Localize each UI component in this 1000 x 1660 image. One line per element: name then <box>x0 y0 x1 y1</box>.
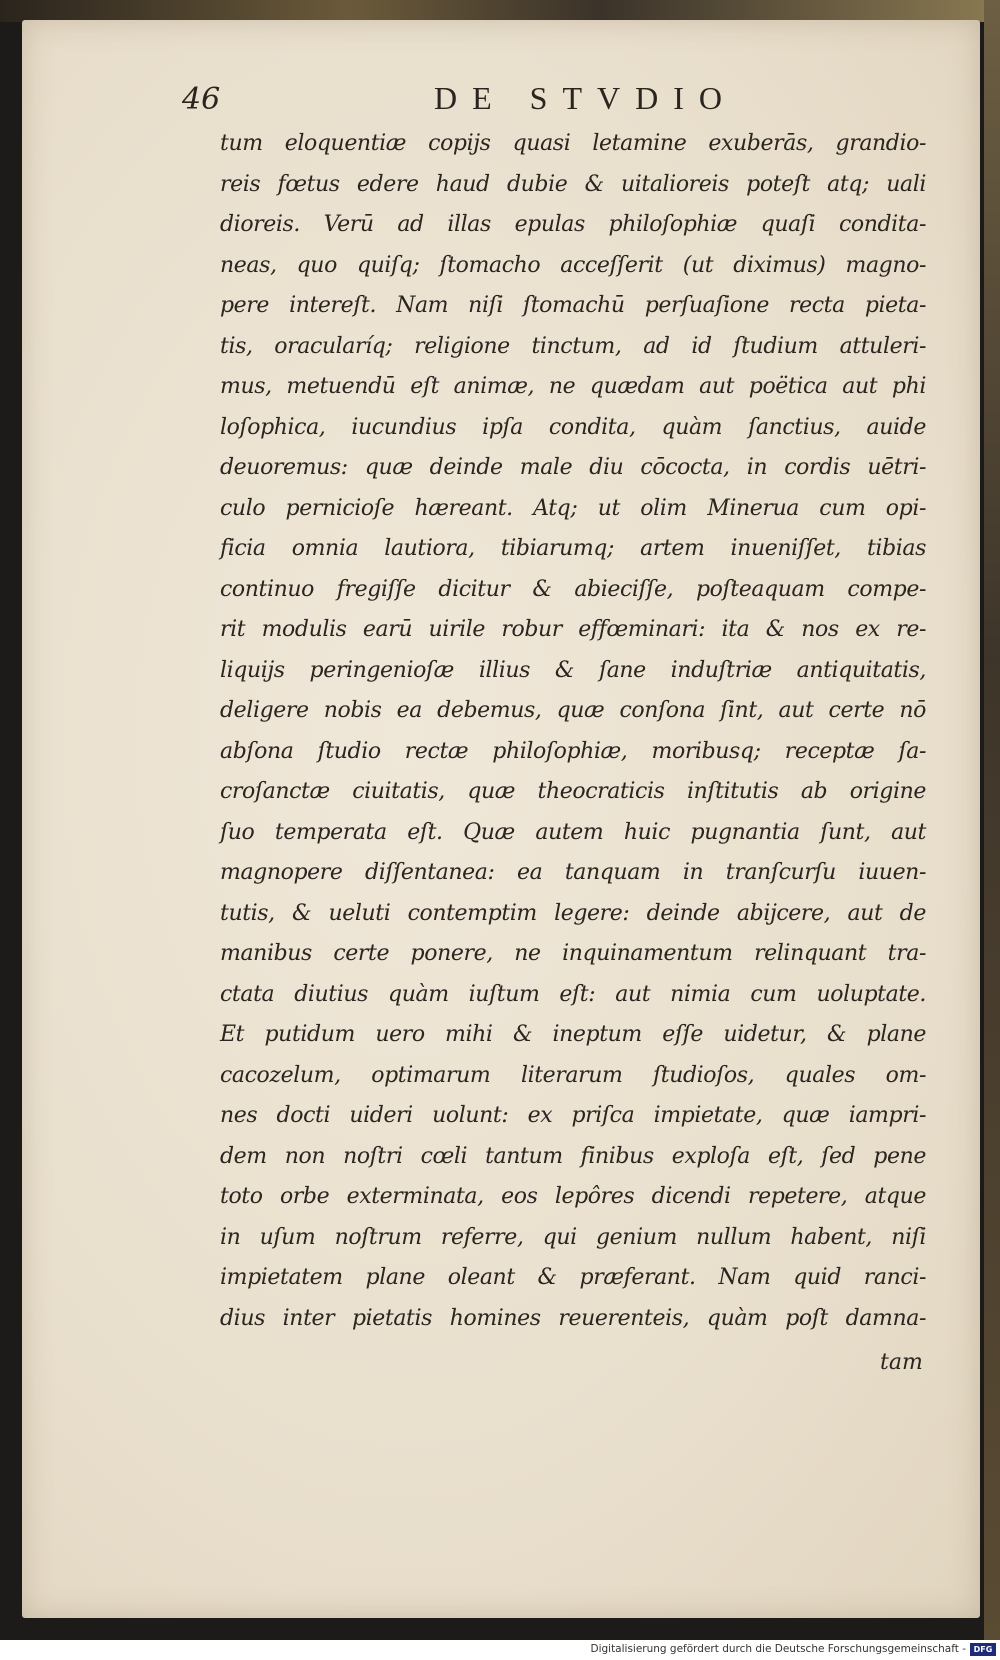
text-line: toto orbe exterminata, eos lepôres dicendi repetere, atque <box>220 1184 926 1209</box>
book-edge-top <box>0 0 1000 22</box>
text-line: dioreis. Verū ad illas epulas philoſophiæ quaſi condita- <box>220 212 926 237</box>
text-line: Et putidum uero mihi & ineptum eſſe uidetur, & plane <box>220 1022 926 1047</box>
text-line: deuoremus: quæ deinde male diu cōcocta, in cordis uētri- <box>220 455 926 480</box>
text-line: tis, oracularíq; religione tinctum, ad id ſtudium attuleri- <box>220 333 926 359</box>
dfg-logo: DFG <box>970 1643 996 1656</box>
text-line: dius inter pietatis homines reuerenteis, quàm poſt damna- <box>220 1305 926 1331</box>
text-line: mus, metuendū eſt animæ, ne quædam aut poëtica aut phi <box>220 374 926 399</box>
text-line: tum eloquentiæ copijs quasi letamine exuberās, grandio- <box>220 131 926 156</box>
text-line: dem non noſtri cœli tantum finibus exploſa eſt, ſed pene <box>220 1143 926 1169</box>
book-edge-right <box>984 0 1000 1640</box>
text-line: in uſum noſtrum referre, qui genium nullum habent, niſi <box>220 1224 926 1250</box>
text-line: reis fœtus edere haud dubie & uitalioreis poteſt atq; uali <box>220 171 926 197</box>
text-line: deligere nobis ea debemus, quæ conſona ſint, aut certe nō <box>220 698 926 723</box>
text-line: impietatem plane oleant & præferant. Nam quid ranci- <box>220 1265 926 1290</box>
text-line: continuo fregiſſe dicitur & abieciſſe, poſteaquam compe- <box>220 576 926 602</box>
page-number: 46 <box>182 82 221 117</box>
text-line: croſanctæ ciuitatis, quæ theocraticis inſtitutis ab origine <box>220 779 926 804</box>
digitization-credit: Digitalisierung gefördert durch die Deutsche Forschungsgemeinschaft - <box>590 1643 966 1655</box>
catchword: tam <box>880 1350 923 1375</box>
text-line: tutis, & ueluti contemptim legere: deinde abijcere, aut de <box>220 900 926 926</box>
book-page <box>22 20 980 1618</box>
text-line: liquijs peringenioſæ illius & ſane induſtriæ antiquitatis, <box>220 657 926 683</box>
text-line: cacozelum, optimarum literarum ſtudioſos, quales om- <box>220 1062 926 1088</box>
running-head: DE STVDIO <box>434 80 737 116</box>
text-line: abſona ſtudio rectæ philoſophiæ, moribusq; receptæ ſa- <box>220 738 926 764</box>
text-line: rit modulis earū uirile robur effœminari: ita & nos ex re- <box>220 617 926 642</box>
text-line: loſophica, iucundius ipſa condita, quàm ſanctius, auide <box>220 414 926 440</box>
text-block <box>220 124 926 1339</box>
text-line: manibus certe ponere, ne inquinamentum relinquant tra- <box>220 941 926 966</box>
text-line: ſuo temperata eſt. Quæ autem huic pugnantia ſunt, aut <box>220 819 926 845</box>
text-line: pere intereſt. Nam niſi ſtomachū perſuaſione recta pieta- <box>220 293 926 318</box>
text-line: neas, quo quiſq; ſtomacho acceſſerit (ut diximus) magno- <box>220 252 926 278</box>
text-line: magnopere diſſentanea: ea tanquam in tranſcurſu iuuen- <box>220 860 926 885</box>
text-line: nes docti uideri uolunt: ex priſca impietate, quæ iampri- <box>220 1103 926 1128</box>
text-line: ficia omnia lautiora, tibiarumq; artem inueniſſet, tibias <box>220 536 926 561</box>
text-line: ctata diutius quàm iuſtum eſt: aut nimia cum uoluptate. <box>220 981 926 1007</box>
text-line: culo pernicioſe hæreant. Atq; ut olim Minerua cum opi- <box>220 495 926 521</box>
